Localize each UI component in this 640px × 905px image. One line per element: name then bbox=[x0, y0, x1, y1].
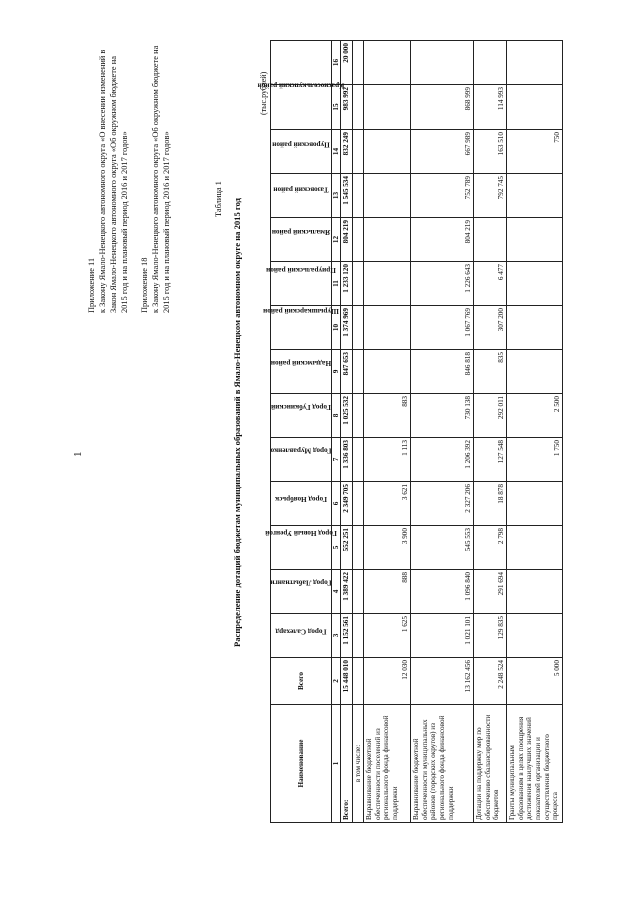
table-cell: 2 349 705 bbox=[341, 482, 353, 526]
column-header-label: Город Муравленко bbox=[270, 446, 332, 455]
table-row-including bbox=[352, 41, 364, 823]
header-row bbox=[271, 41, 332, 823]
table-row-total bbox=[341, 41, 353, 823]
table-cell bbox=[352, 570, 364, 614]
column-header-label: Всего bbox=[297, 672, 305, 690]
table-cell bbox=[364, 350, 411, 394]
appendix-11-title: Приложение 11 bbox=[87, 257, 96, 313]
table-cell: 1 096 840 bbox=[411, 570, 474, 614]
table-cell bbox=[352, 306, 364, 350]
table-cell: 832 249 bbox=[341, 130, 353, 174]
column-header-label: Ямальский район bbox=[271, 227, 331, 236]
table-row bbox=[364, 41, 411, 823]
column-header-label: Надымский район bbox=[270, 358, 332, 367]
row-label: Выравнивание бюджетной обеспеченности поселений из регионального фонда финансовой поддержки bbox=[364, 705, 411, 823]
column-header-label: Город Ноябрьск bbox=[274, 494, 328, 503]
table-cell: 1 226 643 bbox=[411, 262, 474, 306]
table-cell: 983 992 bbox=[341, 85, 353, 130]
column-number: 16 bbox=[332, 41, 341, 85]
table-cell: 12 030 bbox=[364, 658, 411, 705]
table-row bbox=[411, 41, 474, 823]
units-label: (тыс.рублей) bbox=[259, 71, 268, 115]
row-label: Дотации на поддержку мер по обеспечению сбалансированности бюджетов bbox=[474, 705, 507, 823]
row-label: Всего: bbox=[341, 705, 353, 823]
table-title: Распределение дотаций бюджетам муниципальных образований в Ямало-Ненецком автономном округе на 2015 год bbox=[232, 197, 242, 647]
column-number: 9 bbox=[332, 350, 341, 394]
table-cell bbox=[411, 41, 474, 85]
table-cell: 804 219 bbox=[341, 218, 353, 262]
table-cell bbox=[352, 394, 364, 438]
column-header bbox=[271, 394, 332, 438]
appendix-18-text: к Закону Ямало-Ненецкого автономного округа «Об окружном бюджете на 2015 год и на плановый период 2016 и 2017 годов» bbox=[151, 45, 171, 313]
table-cell: 552 251 bbox=[341, 526, 353, 570]
table-cell: 888 bbox=[364, 570, 411, 614]
column-number: 4 bbox=[332, 570, 341, 614]
table-cell: 6 477 bbox=[474, 262, 507, 306]
table-cell bbox=[352, 218, 364, 262]
table-cell: 752 789 bbox=[411, 174, 474, 218]
page-number: 1 bbox=[72, 451, 84, 457]
table-cell: 1 336 803 bbox=[341, 438, 353, 482]
column-number: 14 bbox=[332, 130, 341, 174]
table-cell: 750 bbox=[507, 130, 563, 174]
column-header-label: Город Лабытнанги bbox=[270, 578, 332, 587]
column-header-label: Пуровский район bbox=[272, 140, 330, 149]
table-cell: 730 138 bbox=[411, 394, 474, 438]
column-header-label: Красноселькупский район bbox=[257, 81, 345, 90]
table-cell: 846 818 bbox=[411, 350, 474, 394]
table-cell bbox=[507, 306, 563, 350]
table-cell: 667 989 bbox=[411, 130, 474, 174]
table-cell: 1 021 101 bbox=[411, 614, 474, 658]
column-number: 8 bbox=[332, 394, 341, 438]
table-cell: 1 233 120 bbox=[341, 262, 353, 306]
column-header bbox=[265, 526, 337, 570]
table-cell: 883 bbox=[364, 394, 411, 438]
column-number: 12 bbox=[332, 218, 341, 262]
table-cell bbox=[364, 85, 411, 130]
table-cell: 127 548 bbox=[474, 438, 507, 482]
column-header-label: Тазовский район bbox=[273, 185, 329, 194]
table-row bbox=[474, 41, 507, 823]
table-cell bbox=[507, 526, 563, 570]
row-label: в том числе: bbox=[352, 705, 364, 823]
table-cell bbox=[352, 174, 364, 218]
table-cell bbox=[352, 614, 364, 658]
table-cell bbox=[352, 438, 364, 482]
table-cell: 1 625 bbox=[364, 614, 411, 658]
table-cell bbox=[352, 482, 364, 526]
column-number: 13 bbox=[332, 174, 341, 218]
table-cell bbox=[507, 41, 563, 85]
column-number: 15 bbox=[332, 85, 341, 130]
table-cell: 1 750 bbox=[507, 438, 563, 482]
column-header-label: Приуральский район bbox=[266, 266, 336, 275]
table-cell bbox=[507, 174, 563, 218]
table-cell bbox=[352, 41, 364, 85]
table-cell bbox=[474, 41, 507, 85]
appendix-block bbox=[86, 45, 181, 313]
table-cell: 835 bbox=[474, 350, 507, 394]
appendix-18-title: Приложение 18 bbox=[140, 257, 149, 313]
table-cell bbox=[474, 218, 507, 262]
column-header bbox=[271, 438, 332, 482]
table-cell bbox=[364, 41, 411, 85]
row-label: Выравнивание бюджетной обеспеченности муниципальных районов (городских округов) из регионального фонда финансовой поддержки bbox=[411, 705, 474, 823]
table-cell: 307 200 bbox=[474, 306, 507, 350]
column-header bbox=[271, 482, 332, 526]
table-cell bbox=[364, 262, 411, 306]
table-cell bbox=[352, 130, 364, 174]
table-cell bbox=[507, 350, 563, 394]
column-header-label: Наименование bbox=[297, 739, 305, 788]
column-number: 6 bbox=[332, 482, 341, 526]
table-cell bbox=[507, 482, 563, 526]
appendix-11-text: к Закону Ямало-Ненецкого автономного округа «О внесении изменений в Закон Ямало-Ненецкого автономного округа «Об окружном бюджете на 2015 год и на плановый период 2016 и 2017 годов» bbox=[98, 49, 129, 313]
table-cell bbox=[364, 130, 411, 174]
table-cell bbox=[352, 526, 364, 570]
column-number: 1 bbox=[332, 705, 341, 823]
table-cell: 1 152 561 bbox=[341, 614, 353, 658]
column-header bbox=[271, 130, 332, 174]
table-cell bbox=[507, 262, 563, 306]
column-number: 3 bbox=[332, 614, 341, 658]
table-cell: 1 067 769 bbox=[411, 306, 474, 350]
column-header bbox=[271, 350, 332, 394]
table-cell: 2 500 bbox=[507, 394, 563, 438]
column-header bbox=[271, 570, 332, 614]
column-header-label: Город Салехард bbox=[275, 627, 327, 636]
table-cell bbox=[507, 570, 563, 614]
column-number: 7 bbox=[332, 438, 341, 482]
table-cell: 20 000 bbox=[341, 41, 353, 85]
table-cell: 804 219 bbox=[411, 218, 474, 262]
table-cell: 868 999 bbox=[411, 85, 474, 130]
table-cell: 847 653 bbox=[341, 350, 353, 394]
table-cell: 13 162 456 bbox=[411, 658, 474, 705]
table-cell: 1 113 bbox=[364, 438, 411, 482]
table-cell: 15 448 010 bbox=[341, 658, 353, 705]
table-cell: 18 878 bbox=[474, 482, 507, 526]
column-number: 5 bbox=[332, 526, 341, 570]
table-cell: 1 545 534 bbox=[341, 174, 353, 218]
table-cell bbox=[352, 85, 364, 130]
table-cell bbox=[507, 218, 563, 262]
table-cell: 291 694 bbox=[474, 570, 507, 614]
table-cell bbox=[352, 350, 364, 394]
table-label: Таблица 1 bbox=[214, 181, 223, 217]
table-cell bbox=[364, 306, 411, 350]
column-header bbox=[271, 658, 332, 705]
table-cell: 1 206 392 bbox=[411, 438, 474, 482]
table-cell: 792 745 bbox=[474, 174, 507, 218]
table-cell: 5 000 bbox=[507, 658, 563, 705]
column-number: 2 bbox=[332, 658, 341, 705]
column-number: 11 bbox=[332, 262, 341, 306]
table-cell bbox=[507, 85, 563, 130]
column-number: 10 bbox=[332, 306, 341, 350]
column-header-label: Город Губкинский bbox=[271, 403, 331, 412]
table-row bbox=[507, 41, 563, 823]
table-cell: 545 553 bbox=[411, 526, 474, 570]
column-number-row bbox=[332, 41, 341, 823]
column-header-label: Город Новый Уренгой bbox=[265, 529, 337, 538]
column-header-label: Шурышкарский район bbox=[263, 307, 339, 316]
column-header bbox=[271, 218, 332, 262]
table-cell: 3 900 bbox=[364, 526, 411, 570]
table-cell bbox=[364, 174, 411, 218]
table-cell: 1 025 532 bbox=[341, 394, 353, 438]
table-cell: 114 993 bbox=[474, 85, 507, 130]
table-cell: 1 389 422 bbox=[341, 570, 353, 614]
column-header bbox=[271, 614, 332, 658]
table-cell bbox=[507, 614, 563, 658]
table-cell: 292 011 bbox=[474, 394, 507, 438]
table-cell: 3 621 bbox=[364, 482, 411, 526]
column-header bbox=[271, 174, 332, 218]
table-cell bbox=[352, 262, 364, 306]
table-cell: 2 798 bbox=[474, 526, 507, 570]
table-cell: 163 510 bbox=[474, 130, 507, 174]
table-cell: 129 835 bbox=[474, 614, 507, 658]
column-header bbox=[271, 41, 332, 85]
table-cell bbox=[352, 658, 364, 705]
column-header bbox=[271, 705, 332, 823]
table-cell: 1 374 969 bbox=[341, 306, 353, 350]
table-cell: 2 327 206 bbox=[411, 482, 474, 526]
table-cell bbox=[364, 218, 411, 262]
row-label: Гранты муниципальным образованиям в целях поощрения достижения наилучших значений показателей организации и осуществления бюджетного процесса bbox=[507, 705, 563, 823]
table-cell: 2 248 524 bbox=[474, 658, 507, 705]
